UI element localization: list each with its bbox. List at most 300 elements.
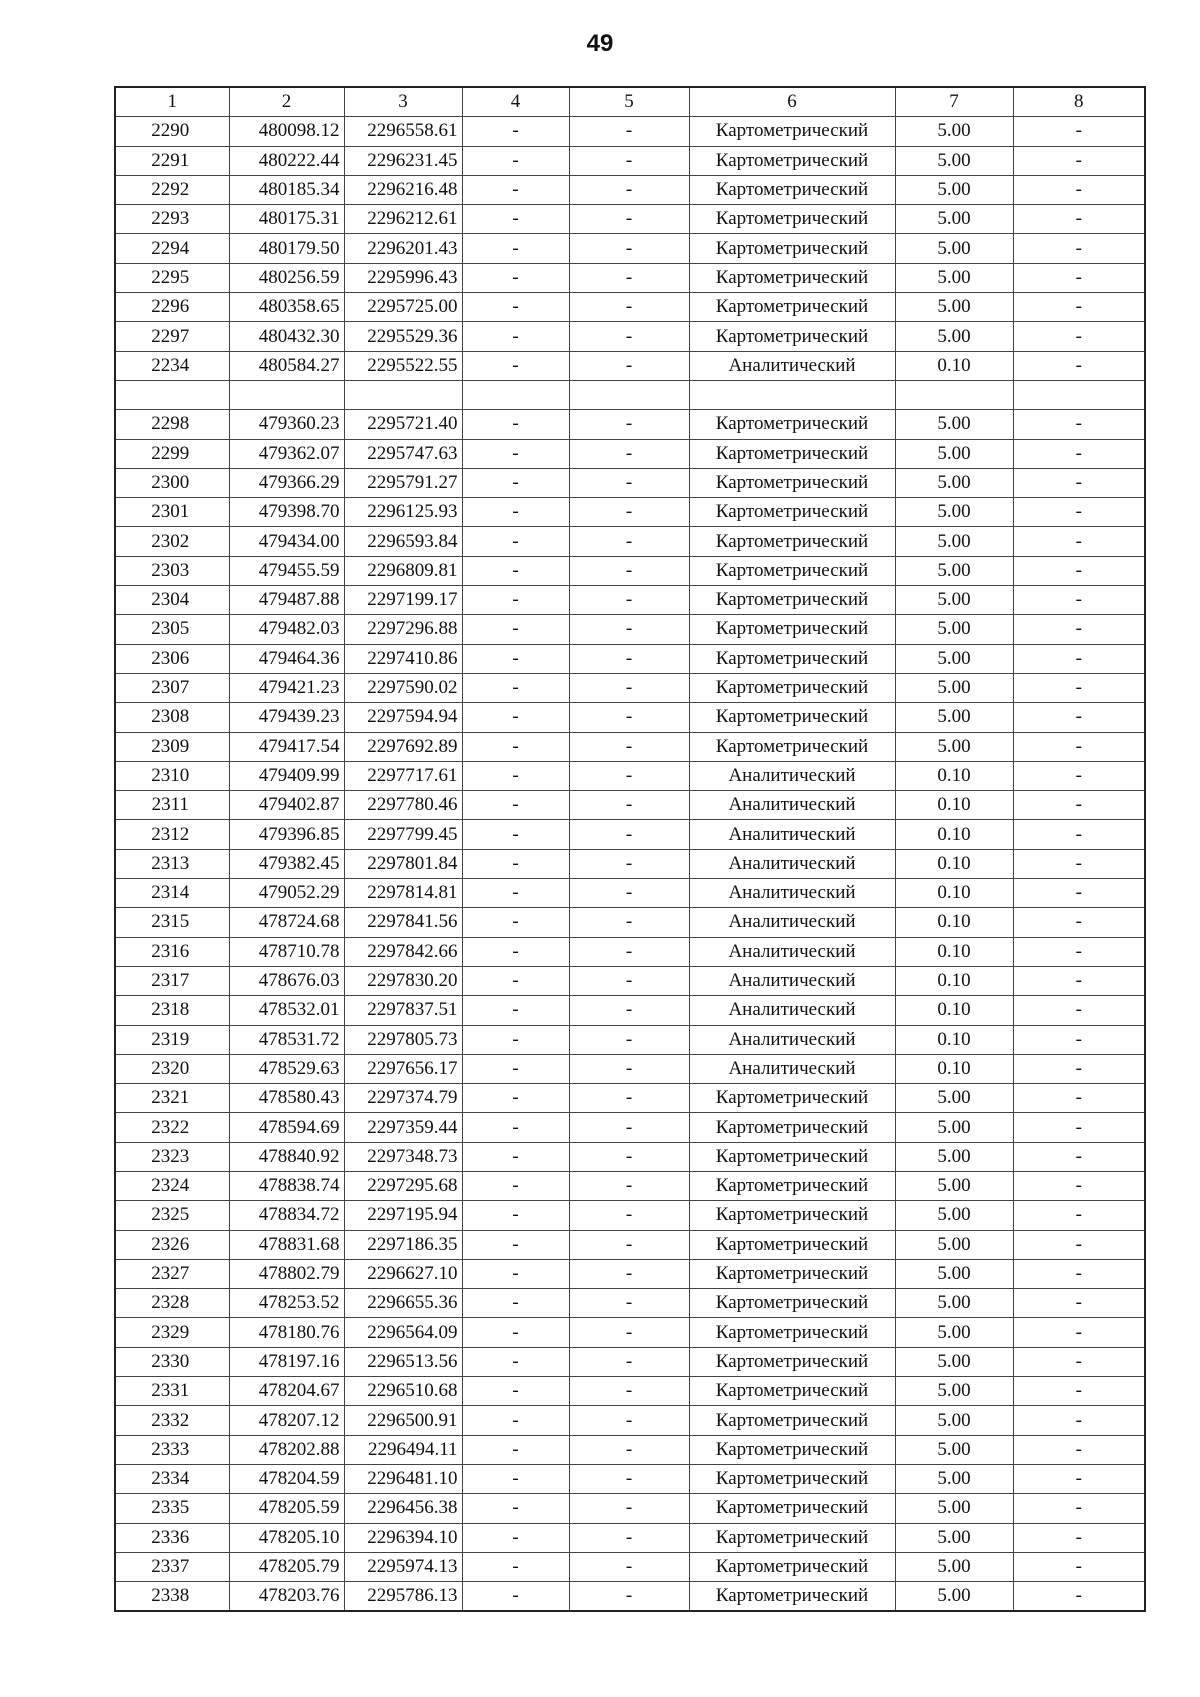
cell-point-number — [115, 380, 229, 409]
cell-method: Картометрический — [689, 1259, 895, 1288]
cell-x-coordinate: 479382.45 — [229, 849, 344, 878]
cell-accuracy: 5.00 — [895, 1259, 1013, 1288]
cell-accuracy: 5.00 — [895, 1464, 1013, 1493]
cell-point-number: 2326 — [115, 1230, 229, 1259]
cell-point-number: 2303 — [115, 556, 229, 585]
cell-method: Картометрический — [689, 1171, 895, 1200]
cell-x-coordinate: 479366.29 — [229, 468, 344, 497]
cell-x-coordinate: 478831.68 — [229, 1230, 344, 1259]
cell-x-coordinate: 480179.50 — [229, 234, 344, 263]
cell-point-number: 2337 — [115, 1552, 229, 1581]
cell-col-5: - — [569, 351, 689, 380]
cell-point-number: 2321 — [115, 1084, 229, 1113]
cell-col-4: - — [462, 1142, 569, 1171]
table-row — [115, 703, 1145, 732]
table-row — [115, 820, 1145, 849]
cell-col-4 — [462, 380, 569, 409]
cell-method: Картометрический — [689, 732, 895, 761]
cell-accuracy: 0.10 — [895, 761, 1013, 790]
cell-x-coordinate: 478834.72 — [229, 1201, 344, 1230]
table-row — [115, 1464, 1145, 1493]
cell-y-coordinate: 2296394.10 — [344, 1523, 462, 1552]
cell-col-8: - — [1013, 468, 1145, 497]
cell-col-5: - — [569, 1025, 689, 1054]
cell-col-4: - — [462, 1054, 569, 1083]
cell-accuracy: 5.00 — [895, 1347, 1013, 1376]
cell-col-5: - — [569, 1494, 689, 1523]
cell-col-4: - — [462, 1201, 569, 1230]
cell-point-number: 2307 — [115, 673, 229, 702]
table-row — [115, 586, 1145, 615]
cell-x-coordinate: 478580.43 — [229, 1084, 344, 1113]
cell-col-5: - — [569, 146, 689, 175]
table-row — [115, 263, 1145, 292]
table-row — [115, 498, 1145, 527]
table-row — [115, 791, 1145, 820]
cell-y-coordinate: 2296231.45 — [344, 146, 462, 175]
column-header-1: 1 — [115, 87, 229, 117]
cell-x-coordinate: 479487.88 — [229, 586, 344, 615]
cell-accuracy: 0.10 — [895, 1054, 1013, 1083]
cell-x-coordinate: 479455.59 — [229, 556, 344, 585]
cell-method: Аналитический — [689, 351, 895, 380]
cell-y-coordinate: 2296125.93 — [344, 498, 462, 527]
table-row — [115, 117, 1145, 146]
cell-accuracy: 0.10 — [895, 791, 1013, 820]
cell-x-coordinate: 480222.44 — [229, 146, 344, 175]
cell-y-coordinate — [344, 380, 462, 409]
cell-point-number: 2298 — [115, 410, 229, 439]
cell-col-8: - — [1013, 1347, 1145, 1376]
cell-col-4: - — [462, 820, 569, 849]
cell-y-coordinate: 2297841.56 — [344, 908, 462, 937]
cell-point-number: 2336 — [115, 1523, 229, 1552]
cell-col-4: - — [462, 1494, 569, 1523]
cell-y-coordinate: 2297692.89 — [344, 732, 462, 761]
cell-point-number: 2333 — [115, 1435, 229, 1464]
cell-point-number: 2330 — [115, 1347, 229, 1376]
cell-accuracy: 5.00 — [895, 703, 1013, 732]
table-row — [115, 1084, 1145, 1113]
cell-method: Картометрический — [689, 1289, 895, 1318]
table-row — [115, 1289, 1145, 1318]
cell-x-coordinate: 479421.23 — [229, 673, 344, 702]
cell-col-4: - — [462, 791, 569, 820]
table-row — [115, 175, 1145, 204]
cell-x-coordinate: 479360.23 — [229, 410, 344, 439]
cell-point-number: 2234 — [115, 351, 229, 380]
cell-point-number: 2304 — [115, 586, 229, 615]
cell-col-8: - — [1013, 1201, 1145, 1230]
cell-point-number: 2292 — [115, 175, 229, 204]
cell-col-8: - — [1013, 1142, 1145, 1171]
cell-col-8: - — [1013, 761, 1145, 790]
cell-point-number: 2331 — [115, 1377, 229, 1406]
cell-col-5: - — [569, 1377, 689, 1406]
cell-point-number: 2325 — [115, 1201, 229, 1230]
cell-accuracy: 5.00 — [895, 498, 1013, 527]
cell-col-5: - — [569, 1171, 689, 1200]
cell-point-number: 2315 — [115, 908, 229, 937]
cell-method: Аналитический — [689, 908, 895, 937]
cell-method: Картометрический — [689, 673, 895, 702]
cell-x-coordinate: 479434.00 — [229, 527, 344, 556]
cell-col-5: - — [569, 673, 689, 702]
cell-col-4: - — [462, 1084, 569, 1113]
cell-y-coordinate: 2296481.10 — [344, 1464, 462, 1493]
cell-x-coordinate: 478676.03 — [229, 966, 344, 995]
cell-point-number: 2335 — [115, 1494, 229, 1523]
cell-method: Аналитический — [689, 879, 895, 908]
cell-point-number: 2290 — [115, 117, 229, 146]
cell-x-coordinate: 478594.69 — [229, 1113, 344, 1142]
column-header-7: 7 — [895, 87, 1013, 117]
cell-col-4: - — [462, 146, 569, 175]
cell-col-8: - — [1013, 849, 1145, 878]
cell-method: Картометрический — [689, 644, 895, 673]
table-row — [115, 761, 1145, 790]
cell-col-8: - — [1013, 205, 1145, 234]
cell-y-coordinate: 2297186.35 — [344, 1230, 462, 1259]
table-row — [115, 410, 1145, 439]
cell-point-number: 2323 — [115, 1142, 229, 1171]
cell-accuracy: 5.00 — [895, 615, 1013, 644]
cell-point-number: 2317 — [115, 966, 229, 995]
cell-method: Картометрический — [689, 263, 895, 292]
cell-y-coordinate: 2297805.73 — [344, 1025, 462, 1054]
cell-method: Аналитический — [689, 966, 895, 995]
cell-x-coordinate: 480185.34 — [229, 175, 344, 204]
cell-accuracy: 5.00 — [895, 1230, 1013, 1259]
cell-accuracy: 5.00 — [895, 234, 1013, 263]
cell-col-5: - — [569, 1289, 689, 1318]
cell-y-coordinate: 2296494.11 — [344, 1435, 462, 1464]
cell-col-5 — [569, 380, 689, 409]
coordinates-table — [114, 86, 1146, 1612]
cell-col-8 — [1013, 380, 1145, 409]
cell-y-coordinate: 2297359.44 — [344, 1113, 462, 1142]
cell-accuracy: 5.00 — [895, 468, 1013, 497]
cell-col-5: - — [569, 586, 689, 615]
cell-col-5: - — [569, 820, 689, 849]
cell-col-8: - — [1013, 1523, 1145, 1552]
cell-col-4: - — [462, 498, 569, 527]
cell-x-coordinate: 478710.78 — [229, 937, 344, 966]
cell-col-8: - — [1013, 117, 1145, 146]
cell-col-5: - — [569, 966, 689, 995]
cell-col-8: - — [1013, 146, 1145, 175]
cell-accuracy: 0.10 — [895, 996, 1013, 1025]
cell-point-number: 2338 — [115, 1582, 229, 1612]
cell-method: Картометрический — [689, 1084, 895, 1113]
cell-col-8: - — [1013, 263, 1145, 292]
cell-col-4: - — [462, 175, 569, 204]
cell-accuracy: 0.10 — [895, 820, 1013, 849]
cell-accuracy: 0.10 — [895, 937, 1013, 966]
cell-method: Картометрический — [689, 1494, 895, 1523]
cell-x-coordinate: 479402.87 — [229, 791, 344, 820]
cell-col-8: - — [1013, 556, 1145, 585]
cell-x-coordinate: 478205.59 — [229, 1494, 344, 1523]
cell-method: Картометрический — [689, 146, 895, 175]
cell-col-8: - — [1013, 908, 1145, 937]
cell-col-4: - — [462, 527, 569, 556]
cell-point-number: 2297 — [115, 322, 229, 351]
cell-accuracy: 5.00 — [895, 1377, 1013, 1406]
cell-method: Аналитический — [689, 761, 895, 790]
cell-col-5: - — [569, 468, 689, 497]
cell-col-4: - — [462, 1435, 569, 1464]
cell-y-coordinate: 2296201.43 — [344, 234, 462, 263]
cell-y-coordinate: 2297295.68 — [344, 1171, 462, 1200]
cell-col-8: - — [1013, 1084, 1145, 1113]
cell-x-coordinate: 478204.59 — [229, 1464, 344, 1493]
cell-col-4: - — [462, 615, 569, 644]
cell-method: Картометрический — [689, 1377, 895, 1406]
cell-x-coordinate: 479362.07 — [229, 439, 344, 468]
cell-col-8: - — [1013, 1406, 1145, 1435]
cell-accuracy: 5.00 — [895, 410, 1013, 439]
table-row — [115, 1494, 1145, 1523]
page-number: 49 — [586, 30, 614, 57]
cell-y-coordinate: 2295522.55 — [344, 351, 462, 380]
cell-point-number: 2318 — [115, 996, 229, 1025]
cell-col-5: - — [569, 1142, 689, 1171]
cell-accuracy: 5.00 — [895, 1435, 1013, 1464]
cell-y-coordinate: 2297348.73 — [344, 1142, 462, 1171]
cell-col-4: - — [462, 263, 569, 292]
cell-point-number: 2311 — [115, 791, 229, 820]
cell-point-number: 2294 — [115, 234, 229, 263]
cell-y-coordinate: 2296510.68 — [344, 1377, 462, 1406]
cell-col-4: - — [462, 586, 569, 615]
cell-method: Картометрический — [689, 1142, 895, 1171]
column-header-2: 2 — [229, 87, 344, 117]
cell-col-4: - — [462, 117, 569, 146]
cell-method: Картометрический — [689, 1347, 895, 1376]
table-body — [115, 117, 1145, 1612]
cell-point-number: 2299 — [115, 439, 229, 468]
cell-y-coordinate: 2296564.09 — [344, 1318, 462, 1347]
cell-col-8: - — [1013, 1054, 1145, 1083]
table-row — [115, 1201, 1145, 1230]
cell-col-4: - — [462, 556, 569, 585]
cell-col-5: - — [569, 1347, 689, 1376]
cell-method: Картометрический — [689, 293, 895, 322]
cell-col-8: - — [1013, 673, 1145, 702]
cell-x-coordinate: 478205.10 — [229, 1523, 344, 1552]
cell-accuracy: 5.00 — [895, 1084, 1013, 1113]
table-row — [115, 146, 1145, 175]
cell-y-coordinate: 2295747.63 — [344, 439, 462, 468]
cell-accuracy: 5.00 — [895, 146, 1013, 175]
cell-accuracy: 5.00 — [895, 1523, 1013, 1552]
cell-y-coordinate: 2296500.91 — [344, 1406, 462, 1435]
cell-col-4: - — [462, 1259, 569, 1288]
cell-col-8: - — [1013, 175, 1145, 204]
cell-col-8: - — [1013, 1582, 1145, 1612]
cell-col-8: - — [1013, 703, 1145, 732]
cell-col-4: - — [462, 468, 569, 497]
cell-col-8: - — [1013, 996, 1145, 1025]
cell-y-coordinate: 2297410.86 — [344, 644, 462, 673]
cell-col-5: - — [569, 205, 689, 234]
cell-method: Картометрический — [689, 1113, 895, 1142]
cell-y-coordinate: 2297590.02 — [344, 673, 462, 702]
cell-method: Картометрический — [689, 205, 895, 234]
table-row — [115, 1230, 1145, 1259]
column-header-3: 3 — [344, 87, 462, 117]
cell-col-5: - — [569, 1054, 689, 1083]
cell-accuracy: 5.00 — [895, 205, 1013, 234]
cell-method: Картометрический — [689, 1523, 895, 1552]
cell-accuracy: 5.00 — [895, 263, 1013, 292]
cell-x-coordinate: 478204.67 — [229, 1377, 344, 1406]
cell-y-coordinate: 2296216.48 — [344, 175, 462, 204]
cell-col-5: - — [569, 234, 689, 263]
cell-x-coordinate: 479398.70 — [229, 498, 344, 527]
cell-col-8: - — [1013, 644, 1145, 673]
cell-col-4: - — [462, 1523, 569, 1552]
cell-col-8: - — [1013, 410, 1145, 439]
cell-y-coordinate: 2295721.40 — [344, 410, 462, 439]
cell-method: Картометрический — [689, 322, 895, 351]
cell-method: Картометрический — [689, 410, 895, 439]
cell-col-5: - — [569, 410, 689, 439]
table-row — [115, 1171, 1145, 1200]
cell-method: Картометрический — [689, 1464, 895, 1493]
cell-col-4: - — [462, 1230, 569, 1259]
cell-col-8: - — [1013, 527, 1145, 556]
cell-method: Картометрический — [689, 586, 895, 615]
cell-col-5: - — [569, 703, 689, 732]
cell-col-4: - — [462, 732, 569, 761]
table-row — [115, 234, 1145, 263]
table-row — [115, 1377, 1145, 1406]
cell-point-number: 2329 — [115, 1318, 229, 1347]
column-header-5: 5 — [569, 87, 689, 117]
cell-x-coordinate: 479464.36 — [229, 644, 344, 673]
cell-point-number: 2314 — [115, 879, 229, 908]
cell-point-number: 2291 — [115, 146, 229, 175]
cell-y-coordinate: 2296456.38 — [344, 1494, 462, 1523]
cell-col-5: - — [569, 996, 689, 1025]
cell-col-8: - — [1013, 820, 1145, 849]
table-row — [115, 673, 1145, 702]
cell-y-coordinate: 2297842.66 — [344, 937, 462, 966]
table-row — [115, 732, 1145, 761]
cell-accuracy: 0.10 — [895, 849, 1013, 878]
table-row — [115, 322, 1145, 351]
cell-method: Картометрический — [689, 1435, 895, 1464]
cell-col-8: - — [1013, 586, 1145, 615]
cell-col-5: - — [569, 644, 689, 673]
cell-y-coordinate: 2296655.36 — [344, 1289, 462, 1318]
cell-y-coordinate: 2297799.45 — [344, 820, 462, 849]
cell-col-8: - — [1013, 234, 1145, 263]
cell-col-4: - — [462, 1289, 569, 1318]
cell-accuracy: 5.00 — [895, 117, 1013, 146]
cell-col-5: - — [569, 117, 689, 146]
cell-col-8: - — [1013, 351, 1145, 380]
cell-method: Аналитический — [689, 996, 895, 1025]
table-row — [115, 1582, 1145, 1612]
cell-point-number: 2324 — [115, 1171, 229, 1200]
cell-col-8: - — [1013, 879, 1145, 908]
cell-x-coordinate: 480358.65 — [229, 293, 344, 322]
cell-accuracy: 5.00 — [895, 175, 1013, 204]
cell-col-5: - — [569, 1318, 689, 1347]
table-row — [115, 1406, 1145, 1435]
cell-y-coordinate: 2296212.61 — [344, 205, 462, 234]
cell-col-8: - — [1013, 439, 1145, 468]
cell-point-number: 2316 — [115, 937, 229, 966]
cell-col-4: - — [462, 908, 569, 937]
cell-point-number: 2308 — [115, 703, 229, 732]
cell-accuracy: 5.00 — [895, 1201, 1013, 1230]
cell-col-5: - — [569, 1230, 689, 1259]
cell-col-4: - — [462, 703, 569, 732]
cell-method: Картометрический — [689, 556, 895, 585]
cell-x-coordinate: 478197.16 — [229, 1347, 344, 1376]
cell-col-4: - — [462, 1347, 569, 1376]
cell-col-5: - — [569, 849, 689, 878]
cell-accuracy: 5.00 — [895, 1582, 1013, 1612]
cell-accuracy: 5.00 — [895, 644, 1013, 673]
cell-accuracy: 0.10 — [895, 879, 1013, 908]
cell-method: Картометрический — [689, 175, 895, 204]
cell-method: Аналитический — [689, 937, 895, 966]
cell-col-4: - — [462, 205, 569, 234]
cell-accuracy — [895, 380, 1013, 409]
cell-col-5: - — [569, 527, 689, 556]
cell-point-number: 2319 — [115, 1025, 229, 1054]
cell-method: Картометрический — [689, 703, 895, 732]
cell-col-8: - — [1013, 1552, 1145, 1581]
cell-method: Аналитический — [689, 1025, 895, 1054]
cell-col-5: - — [569, 908, 689, 937]
cell-col-8: - — [1013, 1318, 1145, 1347]
cell-y-coordinate: 2295974.13 — [344, 1552, 462, 1581]
table-row — [115, 556, 1145, 585]
cell-col-4: - — [462, 1318, 569, 1347]
cell-x-coordinate: 478202.88 — [229, 1435, 344, 1464]
cell-col-5: - — [569, 175, 689, 204]
cell-method: Аналитический — [689, 849, 895, 878]
cell-accuracy: 0.10 — [895, 908, 1013, 937]
cell-col-8: - — [1013, 791, 1145, 820]
column-header-6: 6 — [689, 87, 895, 117]
cell-col-5: - — [569, 498, 689, 527]
cell-x-coordinate: 479052.29 — [229, 879, 344, 908]
cell-col-4: - — [462, 966, 569, 995]
cell-col-5: - — [569, 761, 689, 790]
cell-col-4: - — [462, 1464, 569, 1493]
cell-col-4: - — [462, 849, 569, 878]
table-row — [115, 1113, 1145, 1142]
cell-method: Аналитический — [689, 820, 895, 849]
cell-point-number: 2310 — [115, 761, 229, 790]
cell-col-8: - — [1013, 1171, 1145, 1200]
table-row — [115, 937, 1145, 966]
cell-col-8: - — [1013, 732, 1145, 761]
table-row — [115, 996, 1145, 1025]
cell-method: Картометрический — [689, 234, 895, 263]
cell-x-coordinate — [229, 380, 344, 409]
cell-col-8: - — [1013, 1289, 1145, 1318]
cell-y-coordinate: 2297594.94 — [344, 703, 462, 732]
cell-method: Картометрический — [689, 498, 895, 527]
